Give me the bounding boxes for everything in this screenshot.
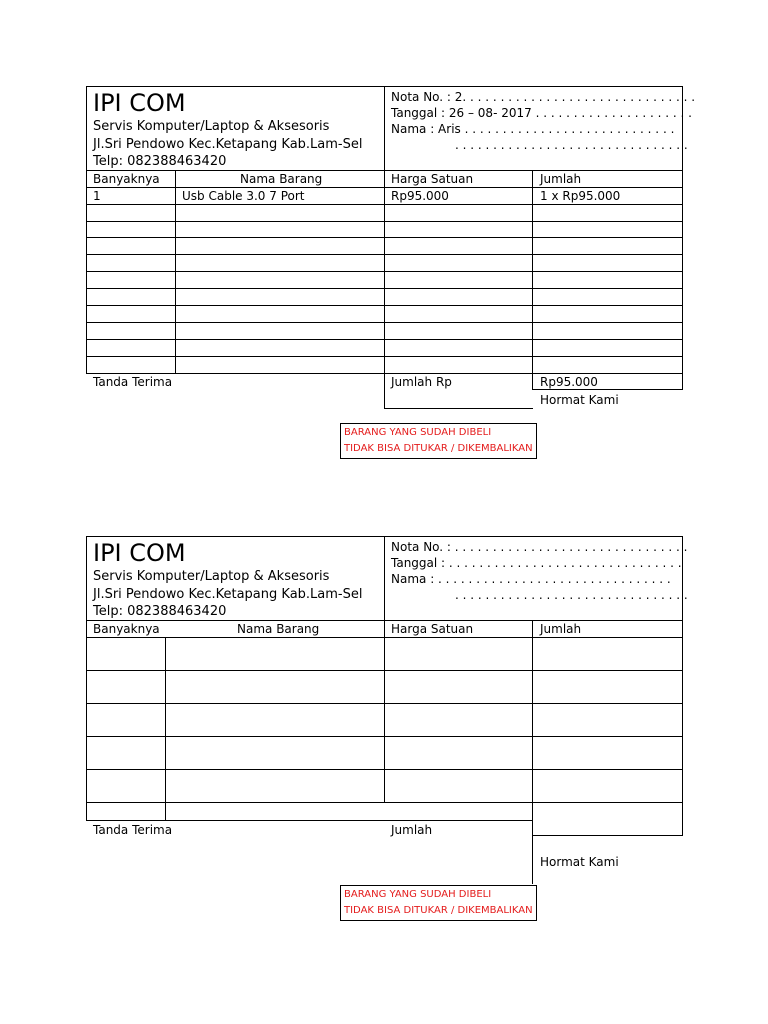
col-jumlah: Jumlah xyxy=(540,172,582,186)
col-divider-jumlah xyxy=(532,170,533,390)
row-line xyxy=(86,802,683,803)
row-line xyxy=(86,703,683,704)
notice-line-2: TIDAK BISA DITUKAR / DIKEMBALIKAN xyxy=(344,443,533,454)
nama-extra-line: . . . . . . . . . . . . . . . . . . . . . . . . . . . . . . . xyxy=(455,138,688,152)
col-divider-nama xyxy=(165,637,166,821)
nama-field: Nama : . . . . . . . . . . . . . . . . . . . . . . . . . . . . . . . xyxy=(391,572,671,586)
row1-item: Usb Cable 3.0 7 Port xyxy=(182,189,305,203)
box-right-border xyxy=(682,86,683,390)
hormat-kami-label: Hormat Kami xyxy=(540,855,619,869)
jumlah-value: Rp95.000 xyxy=(540,375,598,389)
jumlah-label: Jumlah xyxy=(391,823,433,837)
col-harga-satuan: Harga Satuan xyxy=(391,622,474,636)
row-line xyxy=(86,221,683,222)
col-divider-nama xyxy=(175,170,176,374)
col-nama-barang: Nama Barang xyxy=(237,622,320,636)
box-left-border xyxy=(86,536,87,821)
notice-box xyxy=(340,885,537,921)
row-line xyxy=(86,288,683,289)
shop-service: Servis Komputer/Laptop & Aksesoris xyxy=(93,119,330,134)
row1-total: 1 x Rp95.000 xyxy=(540,189,621,203)
table-top-line xyxy=(86,170,683,171)
col-harga-satuan: Harga Satuan xyxy=(391,172,474,186)
jumlah-value-bottom xyxy=(532,389,683,390)
col-banyaknya: Banyaknya xyxy=(93,172,160,186)
box-right-border xyxy=(682,536,683,836)
row-line xyxy=(86,736,683,737)
table-top-line xyxy=(86,620,683,621)
jumlah-label-bottom xyxy=(384,408,533,409)
row-line xyxy=(86,322,683,323)
row-line xyxy=(86,769,683,770)
row-line xyxy=(86,339,683,340)
notice-line-2: TIDAK BISA DITUKAR / DIKEMBALIKAN xyxy=(344,905,533,916)
nota-number: Nota No. : . . . . . . . . . . . . . . . . . . . . . . . . . . . . . . . xyxy=(391,540,688,554)
row-line xyxy=(86,305,683,306)
row-line xyxy=(86,237,683,238)
row-line xyxy=(86,356,683,357)
header-divider xyxy=(384,86,385,409)
notice-line-1: BARANG YANG SUDAH DIBELI xyxy=(344,427,492,438)
col-banyaknya: Banyaknya xyxy=(93,622,160,636)
row-line xyxy=(86,820,533,821)
tanda-terima-label: Tanda Terima xyxy=(93,823,173,837)
box-left-border xyxy=(86,86,87,374)
row-line xyxy=(86,254,683,255)
header-row-line xyxy=(86,187,683,188)
hormat-kami-label: Hormat Kami xyxy=(540,393,619,407)
row-line xyxy=(86,204,683,205)
row-line xyxy=(86,670,683,671)
header-row-line xyxy=(86,637,683,638)
row1-qty: 1 xyxy=(93,189,101,203)
jumlah-value-bottom xyxy=(532,835,683,836)
nota-number: Nota No. : 2. . . . . . . . . . . . . . . . . . . . . . . . . . . . . . . xyxy=(391,90,696,104)
tanda-terima-label: Tanda Terima xyxy=(93,375,173,389)
nama-field: Nama : Aris . . . . . . . . . . . . . . . . . . . . . . . . . . . . xyxy=(391,122,675,136)
col-jumlah: Jumlah xyxy=(540,622,582,636)
col-nama-barang: Nama Barang xyxy=(240,172,323,186)
tanggal-field: Tanggal : . . . . . . . . . . . . . . . . . . . . . . . . . . . . . . . xyxy=(391,556,682,570)
shop-name: IPI COM xyxy=(93,539,186,567)
nama-extra-line: . . . . . . . . . . . . . . . . . . . . . . . . . . . . . . . xyxy=(455,588,688,602)
shop-phone: Telp: 082388463420 xyxy=(93,154,227,169)
shop-address: Jl.Sri Pendowo Kec.Ketapang Kab.Lam-Sel xyxy=(93,587,363,602)
shop-name: IPI COM xyxy=(93,89,186,117)
notice-box xyxy=(340,423,537,459)
shop-address: Jl.Sri Pendowo Kec.Ketapang Kab.Lam-Sel xyxy=(93,137,363,152)
jumlah-label: Jumlah Rp xyxy=(391,375,452,389)
shop-phone: Telp: 082388463420 xyxy=(93,604,227,619)
shop-service: Servis Komputer/Laptop & Aksesoris xyxy=(93,569,330,584)
row-line xyxy=(86,373,683,374)
row1-price: Rp95.000 xyxy=(391,189,449,203)
row-line xyxy=(86,271,683,272)
notice-line-1: BARANG YANG SUDAH DIBELI xyxy=(344,889,492,900)
tanggal-field: Tanggal : 26 – 08- 2017 . . . . . . . . . . . . . . . . . . . . . xyxy=(391,106,692,120)
col-divider-jumlah xyxy=(532,620,533,884)
